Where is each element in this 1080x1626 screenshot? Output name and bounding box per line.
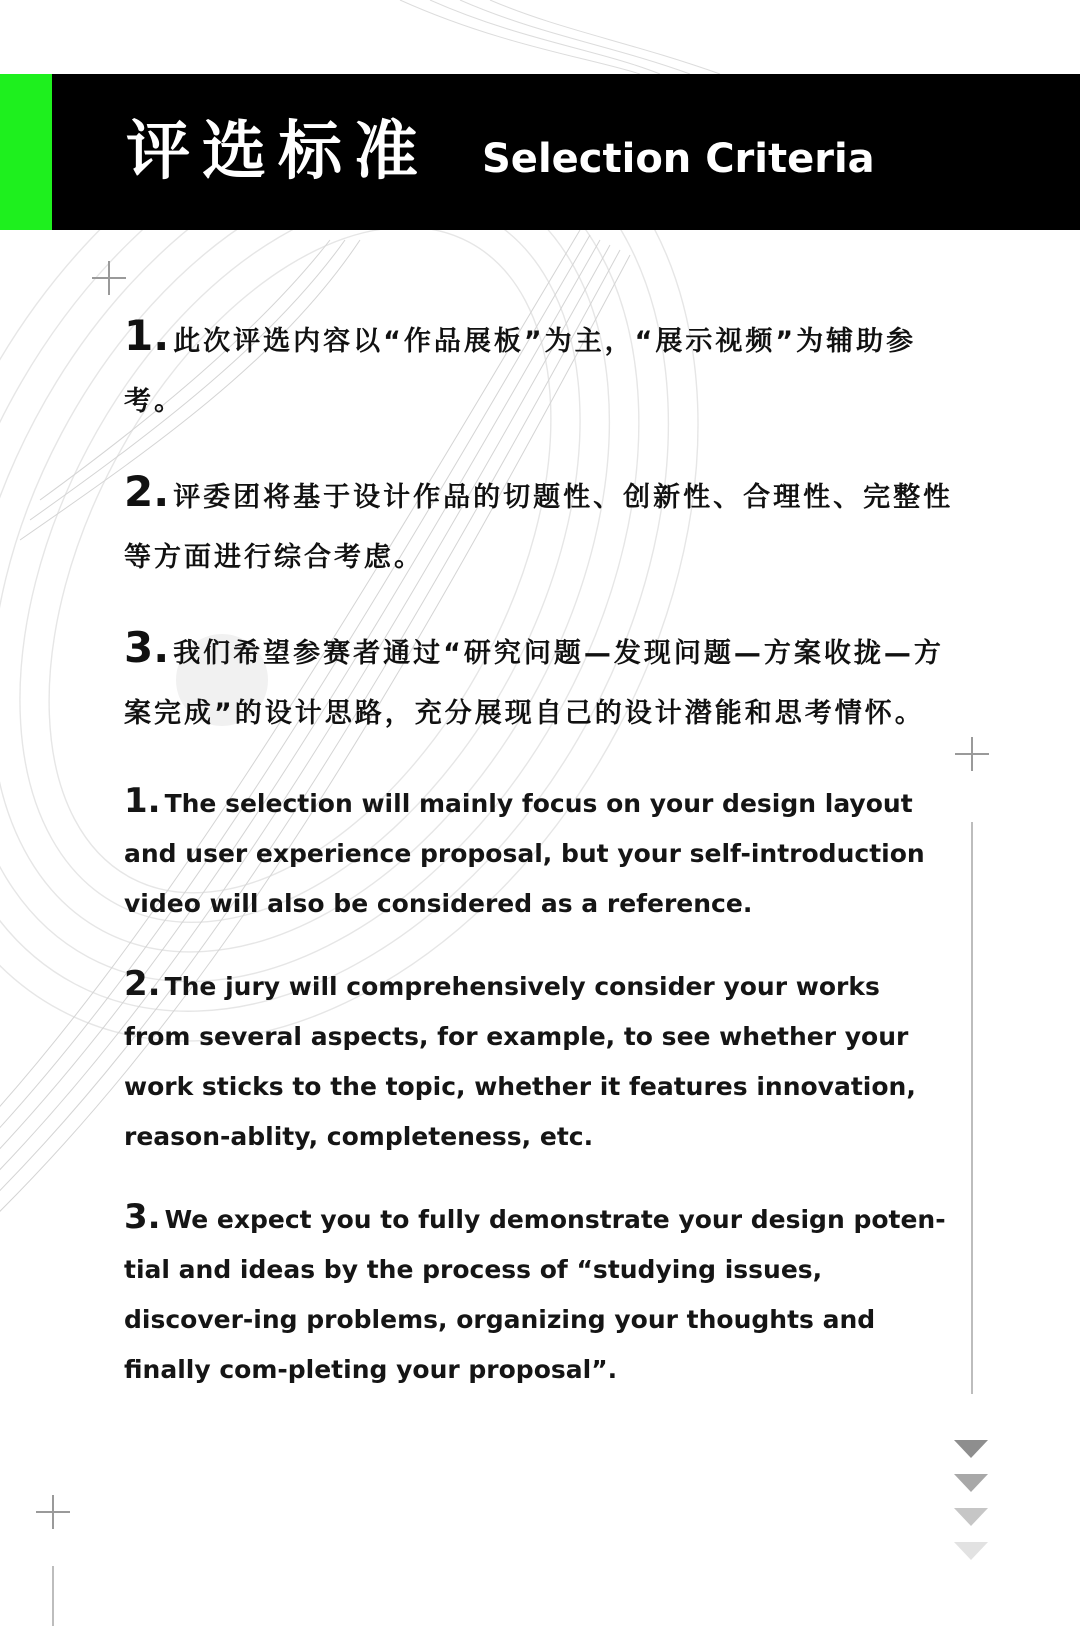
criteria-chinese-list	[124, 306, 960, 744]
title-chinese: 评选标准	[126, 115, 430, 189]
divider-vertical	[52, 1566, 54, 1626]
item-number: 2.	[124, 467, 170, 516]
criteria-english-list	[124, 776, 954, 1395]
section-header	[0, 74, 1080, 230]
item-number: 2.	[124, 964, 161, 1004]
item-number: 3.	[124, 623, 170, 672]
item-number: 1.	[124, 311, 170, 360]
scroll-down-indicator	[954, 1440, 988, 1576]
criteria-item	[124, 462, 960, 588]
item-text: 我们希望参赛者通过“研究问题—发现问题—方案收拢—方案完成”的设计思路，充分展现自己的设计潜能和思考情怀。	[124, 638, 944, 729]
item-text: 评委团将基于设计作品的切题性、创新性、合理性、完整性等方面进行综合考虑。	[124, 482, 954, 573]
item-text: The selection will mainly focus on your design layout and user experience proposal, but your self-introduction video will also be considered as a reference.	[124, 789, 925, 918]
criteria-item	[124, 959, 954, 1162]
criteria-item	[124, 776, 954, 929]
plus-icon	[92, 261, 126, 295]
chevron-down-icon	[954, 1542, 988, 1560]
chevron-down-icon	[954, 1474, 988, 1492]
accent-stripe	[0, 74, 52, 230]
item-text: 此次评选内容以“作品展板”为主，“展示视频”为辅助参考。	[124, 326, 917, 417]
item-number: 1.	[124, 781, 161, 821]
plus-icon	[36, 1495, 70, 1529]
criteria-item	[124, 1192, 954, 1395]
plus-icon	[955, 737, 989, 771]
chevron-down-icon	[954, 1440, 988, 1458]
divider-vertical	[971, 822, 973, 1394]
item-text: The jury will comprehensively consider your works from several aspects, for example, to see whether your work sticks to the topic, whether it features innovation, reason-ablity, completeness, etc.	[124, 972, 916, 1151]
chevron-down-icon	[954, 1508, 988, 1526]
criteria-item	[124, 306, 960, 432]
title-english: Selection Criteria	[482, 136, 875, 182]
item-text: We expect you to fully demonstrate your design poten-tial and ideas by the process of “studying issues, discover-ing problems, organizing your thoughts and finally com-pleting your proposal”.	[124, 1205, 946, 1384]
item-number: 3.	[124, 1197, 161, 1237]
criteria-item	[124, 618, 960, 744]
